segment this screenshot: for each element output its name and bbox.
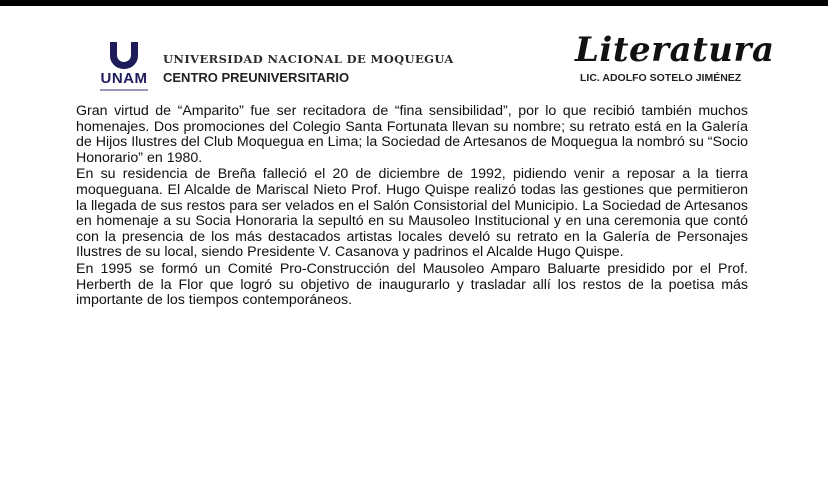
course-title: Literatura (575, 30, 775, 70)
paragraph-2: En su residencia de Breña falleció el 20 de diciembre de 1992, pidiendo venir a reposar a la tierra moqueguana. El Alcalde de Mariscal Nieto Prof. Hugo Quispe realizó todas las gestiones que permitieron la llegada de sus restos para ser velados en el Salón Consistorial del Municipio. La Sociedad de Artesanos en homenaje a su Socia Honoraria la sepultó en su Mausoleo Institucional y en una ceremonia que contó con la presencia de los más destacados artistas locales develó su retrato en la Galería de Personajes Ilustres de su local, siendo Presidente V. Casanova y padrinos el Alcalde Hugo Quispe. (76, 166, 748, 261)
university-emblem-icon (106, 40, 142, 70)
paragraph-3: En 1995 se formó un Comité Pro-Construcción del Mausoleo Amparo Baluarte presidido por el Prof. Herberth de la Flor que logró su objetivo de inaugurarlo y trasladar allí los restos de la poetisa más importante de los tiempos contemporáneos. (76, 260, 748, 309)
document-body (76, 104, 748, 310)
center-name: CENTRO PREUNIVERSITARIO (163, 70, 350, 85)
logo-text: UNAM (100, 70, 148, 87)
paragraph-1: Gran virtud de “Amparito” fue ser recitadora de “fina sensibilidad”, por lo que recibió también muchos homenajes. Dos promociones del Colegio Santa Fortunata llevan su nombre; su retrato está en la Galería de Hijos Ilustres del Club Moquegua en Lima; la Sociedad de Artesanos de Moquegua la nombró su “Socio Honorario” en 1980. (76, 103, 748, 166)
author-name: LIC. ADOLFO SOTELO JIMÉNEZ (580, 72, 742, 84)
top-border (0, 0, 828, 6)
logo-tagline (100, 89, 148, 91)
university-name: UNIVERSIDAD NACIONAL DE MOQUEGUA (163, 52, 454, 66)
unam-logo (96, 40, 152, 92)
